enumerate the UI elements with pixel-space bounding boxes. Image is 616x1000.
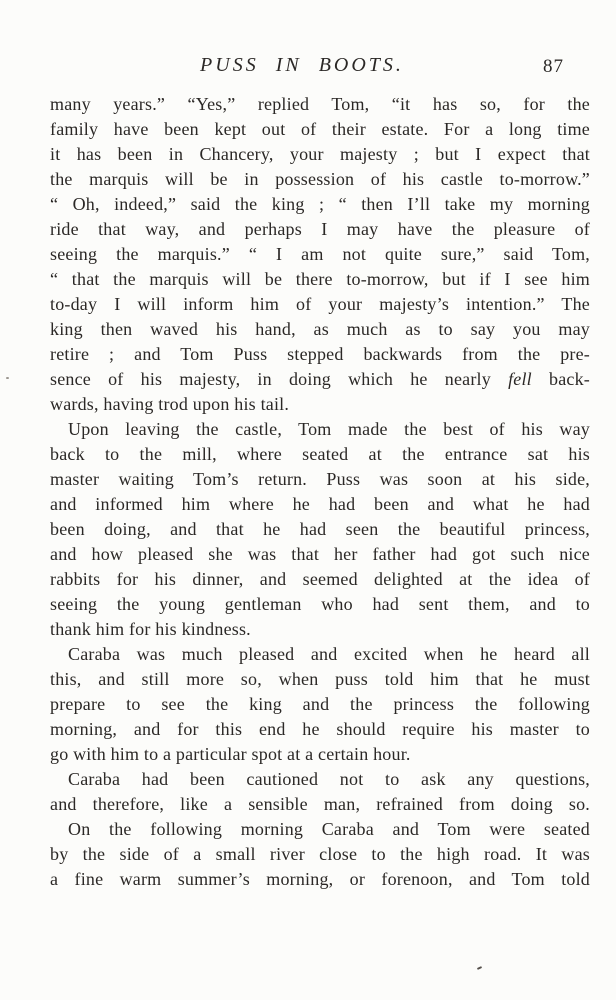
text-segment: rabbits for his dinner, and seemed delighted at the idea of (50, 569, 590, 589)
text-line (50, 667, 590, 692)
text-block (50, 92, 590, 892)
text-line (50, 217, 590, 242)
text-segment: been doing, and that he had seen the beautiful princess, (50, 519, 590, 539)
text-segment: king then waved his hand, as much as to say you may (50, 319, 590, 339)
text-line (50, 517, 590, 542)
text-segment: by the side of a small river close to the high road. It was (50, 844, 590, 864)
text-line (50, 617, 590, 642)
text-segment: On the following morning Caraba and Tom were seated (68, 819, 590, 839)
text-segment: retire ; and Tom Puss stepped backwards from the pre- (50, 344, 590, 364)
text-line (50, 342, 590, 367)
running-title: PUSS IN BOOTS. (200, 54, 404, 76)
text-segment: wards, having trod upon his tail. (50, 394, 290, 414)
text-segment: morning, and for this end he should require his master to (50, 719, 590, 739)
text-line (50, 117, 590, 142)
page-number: 87 (543, 56, 564, 77)
text-segment: Caraba had been cautioned not to ask any questions, (68, 769, 590, 789)
text-line (50, 642, 590, 667)
text-line (50, 467, 590, 492)
text-segment: a fine warm summer’s morning, or forenoon, and Tom told (50, 869, 590, 889)
text-line (50, 792, 590, 817)
text-segment: and therefore, like a sensible man, refrained from doing so. (50, 794, 590, 814)
text-line (50, 367, 590, 392)
text-line (50, 542, 590, 567)
running-header (0, 54, 616, 82)
text-line (50, 167, 590, 192)
text-line (50, 142, 590, 167)
text-segment: Upon leaving the castle, Tom made the best of his way (68, 419, 590, 439)
text-line (50, 867, 590, 892)
text-segment: sence of his majesty, in doing which he nearly (50, 369, 509, 389)
text-line (50, 417, 590, 442)
text-segment: prepare to see the king and the princess the following (50, 694, 590, 714)
text-line (50, 317, 590, 342)
text-line (50, 492, 590, 517)
text-segment: it has been in Chancery, your majesty ; but I expect that (50, 144, 590, 164)
text-segment: to-day I will inform him of your majesty’s intention.” The (50, 294, 590, 314)
text-line (50, 442, 590, 467)
text-line (50, 392, 590, 417)
italic-text: fell (508, 369, 532, 389)
paragraph (50, 642, 590, 767)
text-segment: master waiting Tom’s return. Puss was soon at his side, (50, 469, 590, 489)
ink-speck (6, 377, 9, 379)
text-segment: family have been kept out of their estate. For a long time (50, 119, 590, 139)
text-line (50, 842, 590, 867)
paragraph (50, 817, 590, 892)
text-segment: this, and still more so, when puss told him that he must (50, 669, 590, 689)
text-line (50, 192, 590, 217)
text-line (50, 92, 590, 117)
ink-speck (477, 966, 482, 970)
text-line (50, 267, 590, 292)
paragraph (50, 92, 590, 417)
text-line (50, 567, 590, 592)
text-segment: Caraba was much pleased and excited when he heard all (68, 644, 590, 664)
text-segment: “ that the marquis will be there to-morrow, but if I see him (50, 269, 590, 289)
text-line (50, 292, 590, 317)
text-segment: the marquis will be in possession of his castle to-morrow.” (50, 169, 590, 189)
text-segment: back- (531, 369, 590, 389)
text-segment: thank him for his kindness. (50, 619, 251, 639)
text-line (50, 767, 590, 792)
text-segment: many years.” “Yes,” replied Tom, “it has so, for the (50, 94, 590, 114)
text-line (50, 692, 590, 717)
text-segment: seeing the marquis.” “ I am not quite sure,” said Tom, (50, 244, 590, 264)
text-segment: back to the mill, where seated at the entrance sat his (50, 444, 590, 464)
text-line (50, 817, 590, 842)
text-segment: seeing the young gentleman who had sent them, and to (50, 594, 590, 614)
paragraph (50, 767, 590, 817)
text-line (50, 717, 590, 742)
text-segment: and informed him where he had been and what he had (50, 494, 590, 514)
text-segment: go with him to a particular spot at a certain hour. (50, 744, 411, 764)
text-segment: and how pleased she was that her father had got such nice (50, 544, 590, 564)
text-line (50, 242, 590, 267)
text-segment: ride that way, and perhaps I may have the pleasure of (50, 219, 590, 239)
paragraph (50, 417, 590, 642)
text-line (50, 742, 590, 767)
text-segment: “ Oh, indeed,” said the king ; “ then I’ll take my morning (50, 194, 590, 214)
text-line (50, 592, 590, 617)
